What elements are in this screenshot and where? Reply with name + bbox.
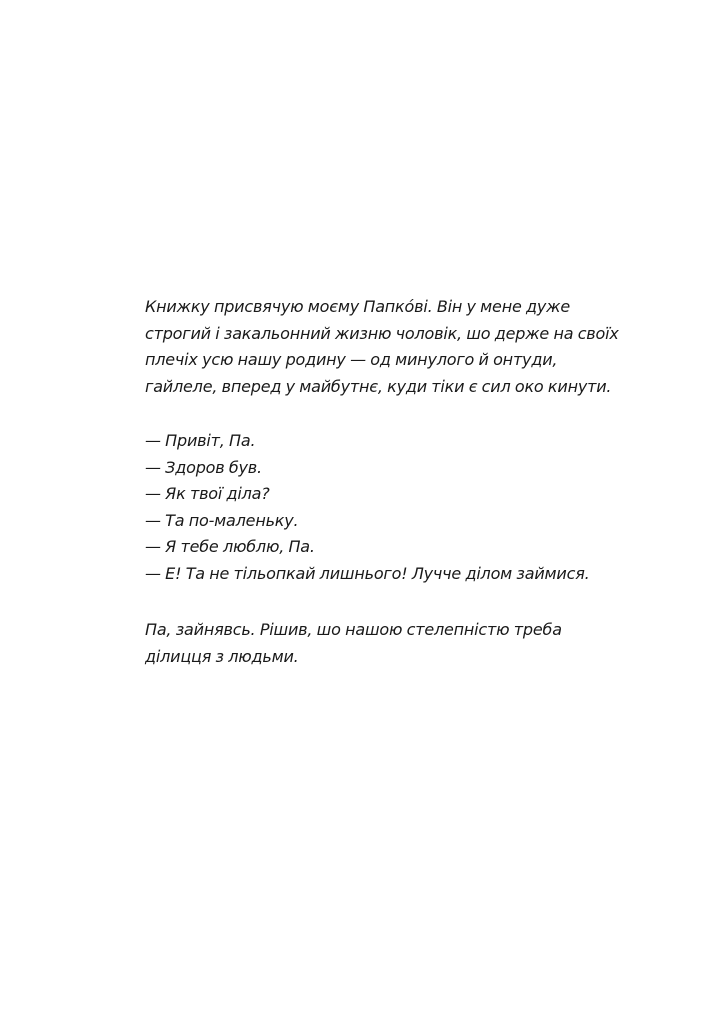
dedication-line: гайлеле, вперед у майбутнє, куди тіки є сил око кинути. <box>145 376 612 396</box>
dialogue-line: — Я тебе люблю, Па. <box>145 537 315 556</box>
dialogue-line: — Здоров був. <box>145 457 262 477</box>
closing-paragraph <box>145 617 705 670</box>
closing-line: Па, зайнявсь. Рішив, шо нашою стелепністю треба <box>145 620 562 639</box>
dialogue-line: — Та по-маленьку. <box>145 510 299 530</box>
closing-line: ділицця з людьми. <box>145 646 299 666</box>
dedication-line: плечіх усю нашу родину — од минулого й онтуди, <box>145 350 558 369</box>
dedication-line: Книжку присвячую моєму Папкóві. Він у мене дуже <box>145 297 570 316</box>
dialogue-line: — Е! Та не тільопкай лишнього! Лучче ділом займися. <box>145 563 590 583</box>
dialogue-block <box>145 428 705 587</box>
dialogue-line: — Як твої діла? <box>145 484 270 503</box>
dedication-paragraph <box>145 294 705 400</box>
dialogue-line: — Привіт, Па. <box>145 431 256 450</box>
dedication-line: строгий і закальонний жизню чоловік, шо держе на своїх <box>145 323 619 343</box>
